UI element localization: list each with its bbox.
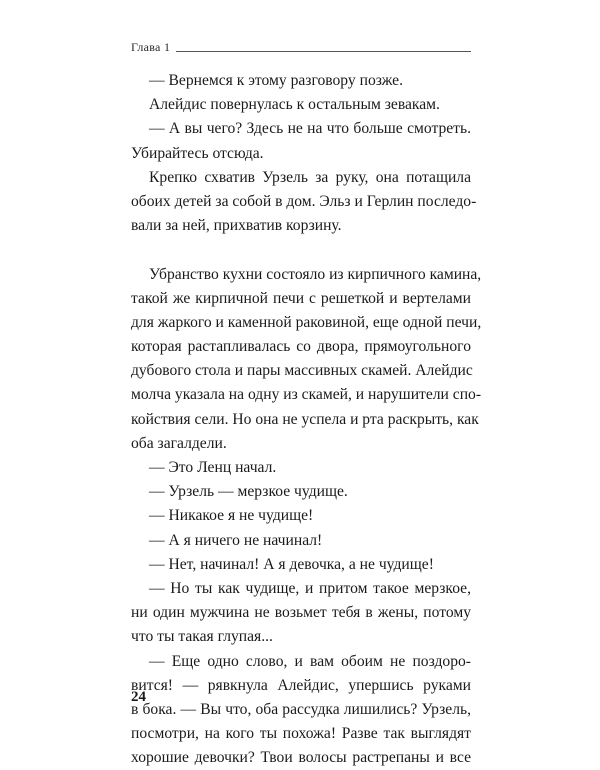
text-line: что ты такая глупая... (131, 628, 273, 646)
chapter-title: Глава 1 (131, 40, 176, 54)
text-line: — Но ты как чудище, и притом такое мерзкое, (149, 579, 471, 597)
text-line: которая растапливалась со двора, прямоугольного (131, 338, 471, 356)
text-line: в бока. — Вы что, оба рассудка лишились? Урзель, (131, 700, 471, 718)
text-line: такой же кирпичной печи с решеткой и вертелами (131, 289, 471, 307)
text-line: — Еще одно слово, и вам обоим не поздоро- (149, 652, 471, 670)
text-line: — А вы чего? Здесь не на что больше смотреть. (149, 120, 471, 138)
running-head (131, 40, 471, 54)
text-line: для жаркого и каменной раковиной, еще одной печи, (131, 313, 482, 331)
page-number: 24 (131, 689, 146, 705)
text-line: — Никакое я не чудище! (149, 507, 314, 525)
text-line: Убирайтесь отсюда. (131, 144, 264, 162)
body-text (131, 69, 482, 770)
section-break (131, 238, 471, 262)
text-line: вится! — рявкнула Алейдис, упершись руками (131, 676, 471, 694)
header-rule (131, 51, 471, 52)
text-line: — А я ничего не начинал! (149, 531, 323, 549)
text-line: — Нет, начинал! А я девочка, а не чудище! (149, 555, 434, 573)
text-line: Убранство кухни состояло из кирпичного камина, (149, 265, 482, 283)
text-line: Алейдис повернулась к остальным зевакам. (149, 96, 440, 114)
text-line: ни один мужчина не возьмет тебя в жены, потому (131, 604, 471, 622)
text-line: — Это Ленц начал. (149, 459, 277, 476)
text-line: вали за ней, прихватив корзину. (131, 217, 342, 235)
text-line: оба загалдели. (131, 434, 227, 452)
text-line: дубового стола и пары массивных скамей. Алейдис (131, 362, 473, 380)
text-line: Крепко схватив Урзель за руку, она потащила (149, 168, 471, 186)
text-line: обоих детей за собой в дом. Эльз и Герлин последо- (131, 192, 477, 210)
text-line: койствия сели. Но она не успела и рта раскрыть, как (131, 410, 479, 428)
text-line: хорошие девочки? Твои волосы растрепаны и все (131, 749, 471, 767)
text-line: посмотри, на кого ты похожа! Разве так выглядят (131, 725, 471, 743)
text-line: — Урзель — мерзкое чудище. (149, 483, 348, 501)
text-line: молча указала на одну из скамей, и нарушители спо- (131, 386, 482, 404)
text-line: — Вернемся к этому разговору позже. (149, 72, 404, 89)
